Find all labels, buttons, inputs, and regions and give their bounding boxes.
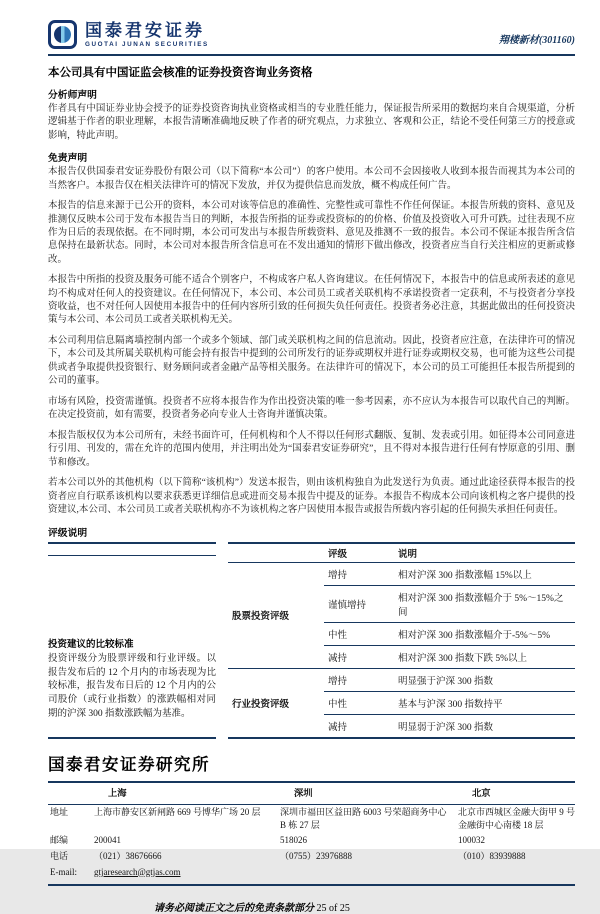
phone-label: 电话 xyxy=(50,851,69,862)
disclaimer-heading: 免责声明 xyxy=(48,153,88,165)
page-number: 25 of 25 xyxy=(316,902,350,914)
page-header xyxy=(48,20,575,56)
address-label: 地址 xyxy=(50,807,69,818)
disclaimer-paragraph: 本报告中所指的投资及服务可能不适合个别客户，不构成客户私人咨询建议。在任何情况下，本报告中的信息或所表述的意见均不构成对任何人的投资建议。在任何情况下，本公司、本公司员工或者关联机构不承诺投资者一定获利，不与投资者分享投资收益，也不对任何人因使用本报告中的任何内容所引致的任何损失负任何责任。投资者务必注意，其据此做出的任何投资决策与本公司、本公司员工或者关联机构无关。 xyxy=(48,275,575,326)
rating-desc-cell: 基本与沪深 300 指数持平 xyxy=(394,691,575,714)
research-email-link[interactable]: gtjaresearch@gtjas.com xyxy=(94,866,181,877)
email-empty-cell xyxy=(458,864,575,867)
contact-zip-row xyxy=(48,833,575,849)
benchmark-box xyxy=(48,542,216,739)
shanghai-zip: 200041 xyxy=(94,835,121,846)
zip-label: 邮编 xyxy=(50,835,69,846)
rating-col-header: 评级 xyxy=(324,543,394,563)
guotai-junan-logo-icon xyxy=(48,20,77,49)
contact-phone-row xyxy=(48,849,575,865)
city-beijing: 北京 xyxy=(472,788,491,799)
email-cell xyxy=(94,864,274,880)
industry-rating-group-label: 行业投资评级 xyxy=(228,668,324,738)
rating-desc-cell: 相对沪深 300 指数涨幅 15%以上 xyxy=(398,570,532,581)
email-label: E-mail: xyxy=(50,866,77,877)
table-row xyxy=(228,562,575,585)
brand-name-en: GUOTAI JUNAN SECURITIES xyxy=(85,40,209,48)
city-shenzhen: 深圳 xyxy=(294,788,313,799)
table-row xyxy=(228,668,575,691)
rating-desc-cell: 明显强于沪深 300 指数 xyxy=(394,668,575,691)
rating-cell: 减持 xyxy=(324,645,394,668)
qualification-statement: 本公司具有中国证监会核准的证券投资咨询业务资格 xyxy=(48,67,313,79)
brand-text xyxy=(85,22,209,48)
rating-section xyxy=(48,542,575,739)
research-institute-heading: 国泰君安证券研究所 xyxy=(48,754,210,774)
beijing-phone: （010）83939888 xyxy=(458,851,526,862)
beijing-address: 北京市西城区金融大街甲 9 号 金融街中心南楼 18 层 xyxy=(458,807,576,830)
stock-reference: 翔楼新材(301160) xyxy=(498,35,575,46)
rating-table xyxy=(228,542,575,739)
benchmark-text: 投资评级分为股票评级和行业评级。以报告发布后的 12 个月内的市场表现为比较标准，报告发布日后的 12 个月内的公司股价（或行业指数）的涨跌幅相对同期的沪深 300 指数涨跌幅为基准。 xyxy=(48,653,216,719)
rating-desc-cell: 相对沪深 300 指数涨幅介于-5%～5% xyxy=(394,622,575,645)
contact-email-row xyxy=(48,864,575,884)
brand-name-cn: 国泰君安证券 xyxy=(85,20,205,40)
benchmark-box-header-strip xyxy=(48,544,216,556)
brand-logo-block xyxy=(48,20,209,49)
rating-cell: 增持 xyxy=(324,668,394,691)
footer-disclaimer-notice: 请务必阅读正文之后的免责条款部分 xyxy=(154,902,314,914)
disclaimer-paragraph: 本公司利用信息隔离墙控制内部一个或多个领域、部门或关联机构之间的信息流动。因此，投资者应注意，在法律许可的情况下，本公司及其所属关联机构可能会持有报告中提到的公司所发行的证券或期权并进行证券或期权交易，也可能为这些公司提供或者争取提供投资银行、财务顾问或者金融产品等相关服务。在法律许可的情况下，本公司的员工可能担任本报告所提到的公司的董事。 xyxy=(48,336,575,387)
contact-header-spacer xyxy=(48,786,88,789)
analyst-statement-heading: 分析师声明 xyxy=(48,90,97,101)
contact-header-row xyxy=(48,783,575,805)
benchmark-box-body xyxy=(48,628,216,737)
shenzhen-zip: 518026 xyxy=(280,835,307,846)
rating-cell: 谨慎增持 xyxy=(324,585,394,622)
rating-group-header-cell xyxy=(228,543,324,563)
desc-col-header: 说明 xyxy=(394,543,575,563)
rating-cell: 中性 xyxy=(324,622,394,645)
email-empty-cell xyxy=(280,864,452,867)
rating-explanation-heading: 评级说明 xyxy=(48,527,88,539)
disclaimer-paragraph: 市场有风险，投资需谨慎。投资者不应将本报告作为作出投资决策的唯一参考因素，亦不应认为本报告可以取代自己的判断。在决定投资前，如有需要，投资者务必向专业人士咨询并谨慎决策。 xyxy=(48,396,575,421)
analyst-statement-body: 作者具有中国证券业协会授予的证券投资咨询执业资格或相当的专业胜任能力，保证报告所采用的数据均来自合规渠道，分析逻辑基于作者的职业理解，本报告清晰准确地反映了作者的研究观点，力求独立、客观和公正，结论不受任何第三方的授意或影响，特此声明。 xyxy=(48,104,575,141)
page-footer xyxy=(154,899,575,914)
shanghai-address: 上海市静安区新闸路 669 号博华广场 20 层 xyxy=(94,807,261,818)
shenzhen-address: 深圳市福田区益田路 6003 号荣超商务中心 B 栋 27 层 xyxy=(280,807,447,830)
disclaimer-paragraph: 本报告仅供国泰君安证券股份有限公司（以下简称“本公司”）的客户使用。本公司不会因接收人收到本报告而视其为本公司的当然客户。本报告仅在相关法律许可的情况下发放，并仅为提供信息而发放，概不构成任何广告。 xyxy=(48,167,575,191)
benchmark-title: 投资建议的比较标准 xyxy=(48,638,134,650)
disclaimer-paragraph: 若本公司以外的其他机构（以下简称“该机构”）发送本报告，则由该机构独自为此发送行为负责。通过此途径获得本报告的投资者应自行联系该机构以要求获悉更详细信息或进而交易本报告中提及的证券。本报告不构成本公司向该机构之客户提供的投资建议,本公司、本公司员工或者关联机构亦不为该机构之客户因使用本报告或报告所载内容引起的任何损失承担任何责任。 xyxy=(48,478,575,515)
rating-desc-cell: 相对沪深 300 指数涨幅介于 5%～15%之间 xyxy=(394,585,575,622)
rating-desc-cell: 相对沪深 300 指数下跌 5%以上 xyxy=(394,645,575,668)
rating-desc-cell: 明显弱于沪深 300 指数 xyxy=(394,714,575,738)
disclaimer-paragraph: 本报告版权仅为本公司所有，未经书面许可，任何机构和个人不得以任何形式翻版、复制、发表或引用。如征得本公司同意进行引用、刊发的，需在允许的范围内使用，并注明出处为“国泰君安证券研究”，且不得对本报告进行任何有悖原意的引用、删节和修改。 xyxy=(48,430,575,468)
rating-cell: 减持 xyxy=(324,714,394,738)
city-shanghai: 上海 xyxy=(108,788,127,799)
rating-table-header-row xyxy=(228,543,575,563)
beijing-zip: 100032 xyxy=(458,835,485,846)
shenzhen-phone: （0755）23976888 xyxy=(280,851,353,862)
disclaimer-paragraph: 本报告的信息来源于已公开的资料，本公司对该等信息的准确性、完整性或可靠性不作任何保证。本报告所载的资料、意见及推测仅反映本公司于发布本报告当日的判断，本报告所指的证券或投资标的的价格、价值及投资收入可升可跌。过往表现不应作为日后的表现依据。在不同时期，本公司可发出与本报告所载资料、意见及推测不一致的报告。本公司不保证本报告所含信息保持在最新状态。同时，本公司对本报告所含信息可在不发出通知的情形下做出修改，投资者应当自行关注相应的更新或修改。 xyxy=(48,201,575,265)
shanghai-phone: （021）38676666 xyxy=(94,851,162,862)
logo-circle-icon xyxy=(54,26,71,43)
rating-cell: 中性 xyxy=(324,691,394,714)
contact-address-row xyxy=(48,805,575,833)
rating-cell: 增持 xyxy=(328,570,348,581)
stock-rating-group-label: 股票投资评级 xyxy=(232,611,290,623)
contact-table xyxy=(48,781,575,886)
